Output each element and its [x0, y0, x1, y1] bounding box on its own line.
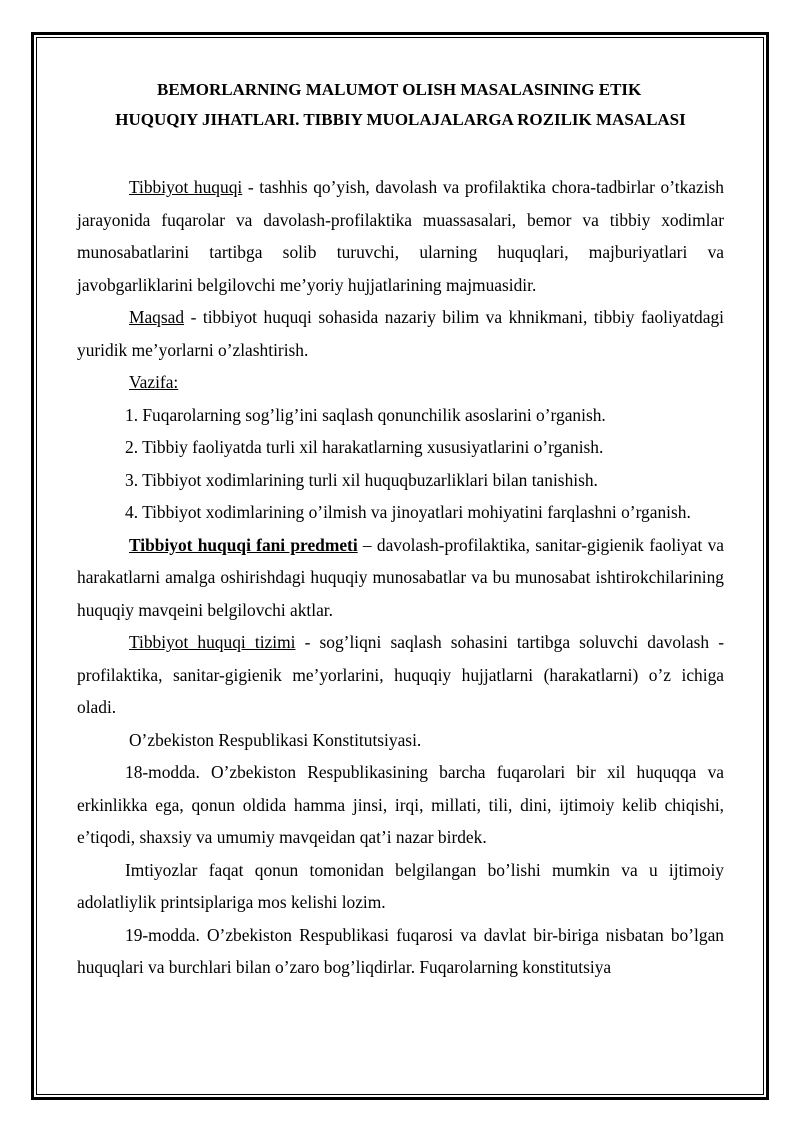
- constitution-heading: O’zbekiston Respublikasi Konstitutsiyasi.: [129, 729, 422, 750]
- task-item: 3. Tibbiyot xodimlarining turli xil huquqbuzarliklari bilan tanishish.: [125, 469, 598, 490]
- term-tibbiyot-huquqi: Tibbiyot huquqi: [129, 177, 243, 197]
- article-18: 18-modda. O’zbekiston Respublikasining barcha fuqarolari bir xil huquqqa va erkinlikka ega, qonun oldida hamma jinsi, irqi, millati, tili, dini, ijtimoiy kelib chiqishi, e’tiqodi, shaxsiy va umumiy mavqeidan qat’i nazar birdek.: [77, 762, 724, 847]
- term-huquqi-tizimi: Tibbiyot huquqi tizimi: [129, 632, 296, 652]
- title-line-2: HUQUQIY JIHATLARI. TIBBIY MUOLAJALARGA ROZILIK MASALASI: [115, 110, 686, 129]
- paragraph-definition: [77, 171, 724, 301]
- paragraph-privileges: Imtiyozlar faqat qonun tomonidan belgilangan bo’lishi mumkin va u ijtimoiy adolatliylik printsiplariga mos kelishi lozim.: [77, 859, 724, 912]
- article-19: 19-modda. O’zbekiston Respublikasi fuqarosi va davlat bir-biriga nisbatan bo’lgan huquqlari va burchlari bilan o’zaro bog’liqdirlar. Fuqarolarning konstitutsiya: [77, 924, 724, 977]
- vazifa-label: Vazifa:: [129, 372, 179, 392]
- paragraph-subject: [77, 529, 724, 627]
- document-body: [77, 75, 724, 984]
- document-title: [77, 75, 724, 135]
- system-text: - sog’liqni saqlash sohasini tartibga soluvchi davolash - profilaktika, sanitar-gigienik me’yorlarini, huquqiy hujjatlarni (harakatlarni) o’z ichiga oladi.: [77, 632, 724, 717]
- goal-text: - tibbiyot huquqi sohasida nazariy bilim va khnikmani, tibbiy faoliyatdagi yuridik me’yorlarni o’zlashtirish.: [77, 307, 724, 360]
- paragraph-system: [77, 626, 724, 724]
- definition-text: - tashhis qo’yish, davolash va profilaktika chora-tadbirlar o’tkazish jarayonida fuqarolar va davolash-profilaktika muassasalari, bemor va tibbiy xodimlar munosabatlarini tartibga solib turuvchi, ularning huquqlari, majburiyatlari va javobgarliklarini belgilovchi me’yoriy hujjatlarining majmuasidir.: [77, 177, 724, 295]
- paragraph-goal: [77, 301, 724, 366]
- task-item: 4. Tibbiyot xodimlarining o’ilmish va jinoyatlari mohiyatini farqlashni o’rganish.: [125, 502, 691, 522]
- task-item: 1. Fuqarolarning sog’lig’ini saqlash qonunchilik asoslarini o’rganish.: [125, 404, 606, 425]
- subject-text: – davolash-profilaktika, sanitar-gigienik faoliyat va harakatlarni amalga oshirishdagi huquqiy munosabatlar va bu munosabat ishtirokchilarining huquqiy mavqeini belgilovchi aktlar.: [77, 534, 725, 620]
- term-maqsad: Maqsad: [129, 307, 185, 327]
- title-line-1: BEMORLARNING MALUMOT OLISH MASALASINING ETIK: [157, 80, 642, 99]
- term-fani-predmeti: Tibbiyot huquqi fani predmeti: [129, 534, 358, 555]
- task-item: 2. Tibbiy faoliyatda turli xil harakatlarning xususiyatlarini o’rganish.: [125, 437, 604, 457]
- vazifa-label-line: [77, 366, 724, 399]
